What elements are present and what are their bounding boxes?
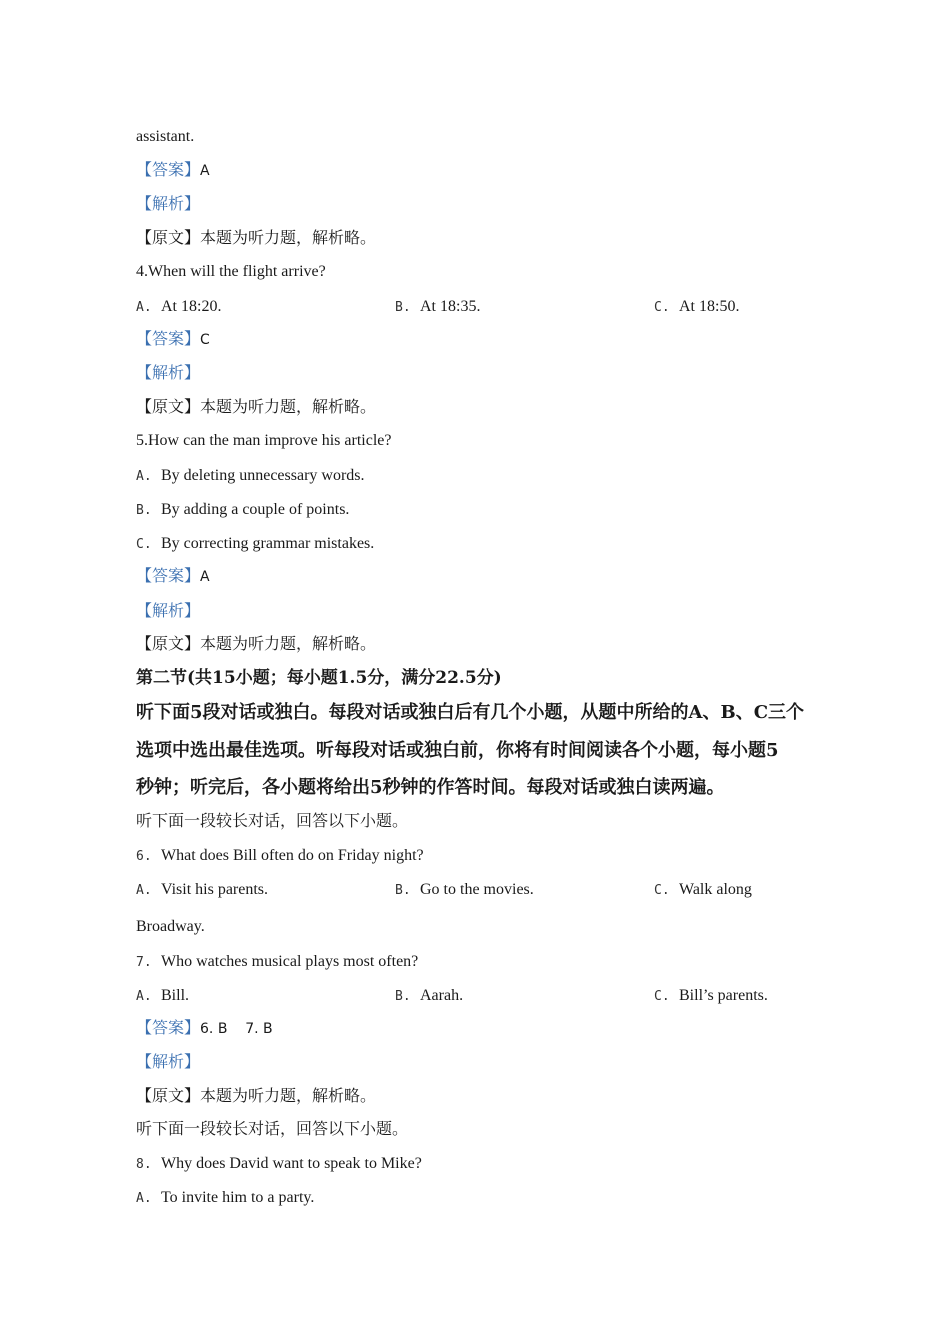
option-8a: A. To invite him to a party. [136,1189,315,1206]
original-label: 【原文】 [136,1088,201,1105]
option-5b: B. By adding a couple of points. [136,501,350,518]
original-text: 本题为听力题，解析略。 [200,399,377,416]
question-8: 8. Why does David want to speak to Mike? [136,1155,422,1172]
instruction-line-3: 秒钟；听完后，各小题将给出5秒钟的作答时间。每段对话或独白读两遍。 [136,777,725,798]
instruction-line-2: 选项中选出最佳选项。听每段对话或独白前，你将有时间阅读各个小题，每小题5 [136,740,779,761]
original-text: 本题为听力题，解析略。 [200,230,377,247]
answer-line [136,1019,273,1039]
original-line [136,1087,376,1107]
option-6a: A. Visit his parents. [136,881,269,898]
option-5c: C. By correcting grammar mistakes. [136,535,375,552]
answer-label: 【答案】 [136,1020,201,1037]
listen-prompt: 听下面一段较长对话，回答以下小题。 [136,1121,409,1138]
option-7c: C. Bill’s parents. [654,987,768,1004]
answer-line [136,330,210,350]
analysis-label: 【解析】 [136,196,201,213]
option-7b: B. Aarah. [395,987,464,1004]
answer-line [136,567,210,587]
option-6b: B. Go to the movies. [395,881,534,898]
option-5a: A. By deleting unnecessary words. [136,467,365,484]
option-4c: C. At 18:50. [654,298,740,315]
option-6c: C. Walk along [654,881,752,898]
original-line [136,635,376,655]
option-7a: A. Bill. [136,987,190,1004]
answer-label: 【答案】 [136,162,201,179]
question-4: 4.When will the flight arrive? [136,263,326,280]
answer-value: 6. B 7. B [200,1021,273,1037]
original-line [136,229,376,249]
original-label: 【原文】 [136,230,201,247]
instruction-line-1: 听下面5段对话或独白。每段对话或独白后有几个小题，从题中所给的A、B、C三个 [136,702,805,723]
question-5: 5.How can the man improve his article? [136,432,392,449]
answer-label: 【答案】 [136,331,201,348]
original-label: 【原文】 [136,399,201,416]
question-6: 6. What does Bill often do on Friday night? [136,847,424,864]
analysis-label: 【解析】 [136,1054,201,1071]
question-7: 7. Who watches musical plays most often? [136,953,419,970]
section-title: 第二节(共15小题；每小题1.5分，满分22.5分) [136,668,502,688]
original-text: 本题为听力题，解析略。 [200,1088,377,1105]
option-4a: A. At 18:20. [136,298,222,315]
answer-value: A [200,569,210,585]
original-label: 【原文】 [136,636,201,653]
option-4b: B. At 18:35. [395,298,481,315]
continued-text: assistant. [136,128,195,145]
answer-line [136,161,210,181]
answer-value: A [200,163,210,179]
option-6c-continued: Broadway. [136,918,205,935]
original-line [136,398,376,418]
listen-prompt: 听下面一段较长对话，回答以下小题。 [136,813,409,830]
answer-value: C [200,332,210,348]
original-text: 本题为听力题，解析略。 [200,636,377,653]
analysis-label: 【解析】 [136,603,201,620]
analysis-label: 【解析】 [136,365,201,382]
answer-label: 【答案】 [136,568,201,585]
